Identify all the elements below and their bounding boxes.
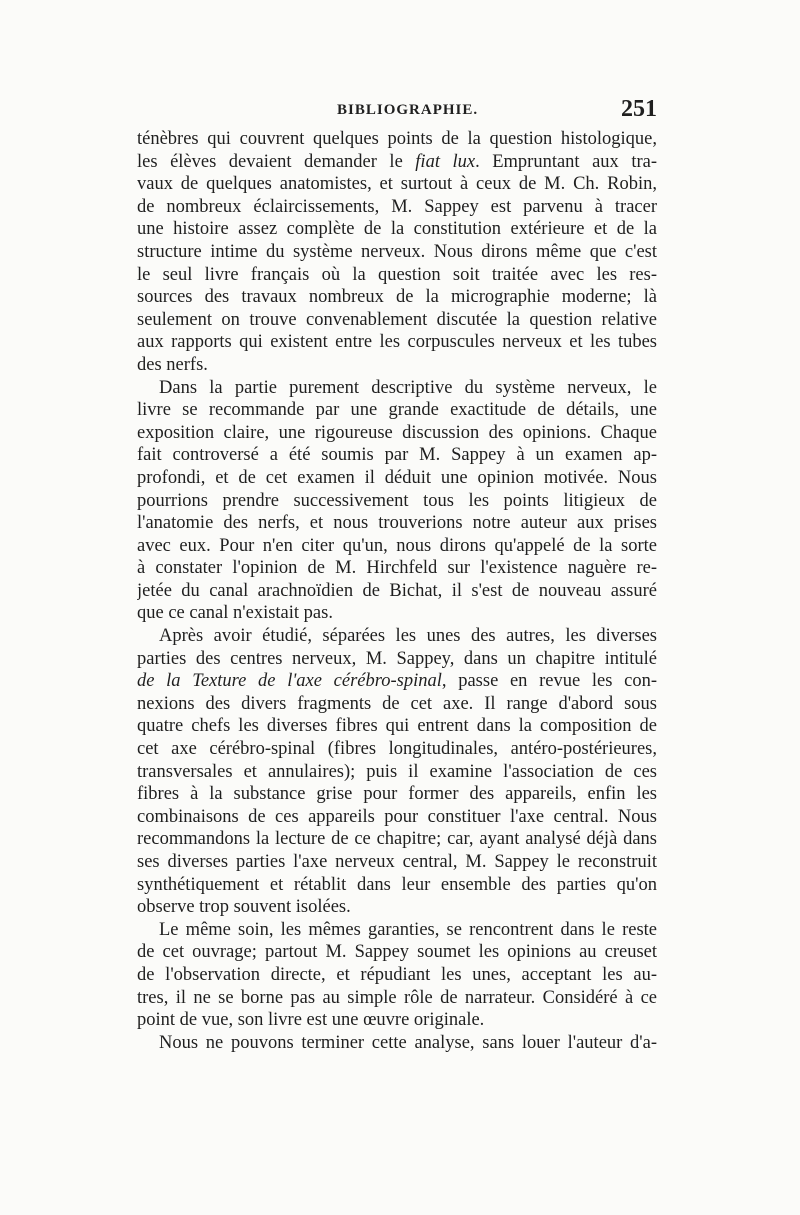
text-line xyxy=(137,987,657,1010)
text-segment: fait controversé a été soumis par M. Sappey à un examen ap- xyxy=(137,445,657,466)
text-segment: le seul livre français où la question soit traitée avec les res- xyxy=(137,264,657,285)
body-text xyxy=(137,128,657,1054)
text-segment: recommandons la lecture de ce chapitre; car, ayant analysé déjà dans xyxy=(137,829,657,850)
text-line xyxy=(137,173,657,196)
text-line xyxy=(137,467,657,490)
text-line xyxy=(137,693,657,716)
text-segment: des nerfs. xyxy=(137,354,208,375)
text-segment: une histoire assez complète de la constitution extérieure et de la xyxy=(137,219,657,240)
text-line xyxy=(137,1009,657,1032)
text-segment: structure intime du système nerveux. Nous dirons même que c'est xyxy=(137,241,657,262)
text-segment: nexions des divers fragments de cet axe. Il range d'abord sous xyxy=(137,693,657,714)
text-line xyxy=(137,151,657,174)
text-line xyxy=(137,715,657,738)
text-segment: fibres à la substance grise pour former des appareils, enfin les xyxy=(137,784,657,805)
text-line xyxy=(137,512,657,535)
text-line xyxy=(137,377,657,400)
text-line xyxy=(137,738,657,761)
running-head xyxy=(137,96,657,126)
text-line xyxy=(137,128,657,151)
text-line xyxy=(137,444,657,467)
text-segment: transversales et annulaires); puis il examine l'association de ces xyxy=(137,761,657,782)
text-segment: profondi, et de cet examen il déduit une opinion motivée. Nous xyxy=(137,467,657,488)
text-segment: Nous ne pouvons terminer cette analyse, sans louer l'auteur d'a- xyxy=(159,1032,657,1053)
text-line xyxy=(137,286,657,309)
text-segment: ténèbres qui couvrent quelques points de la question histologique, xyxy=(137,129,657,149)
text-segment: parties des centres nerveux, M. Sappey, dans un chapitre intitulé xyxy=(137,648,657,669)
text-line xyxy=(137,557,657,580)
text-segment: synthétiquement et rétablit dans leur ensemble des parties qu'on xyxy=(137,874,657,895)
text-segment: observe trop souvent isolées. xyxy=(137,897,351,918)
text-line xyxy=(137,309,657,332)
text-line xyxy=(137,783,657,806)
italic-text-segment: de la Texture de l'axe cérébro-spinal xyxy=(137,671,442,692)
text-line xyxy=(137,761,657,784)
text-segment: pourrions prendre successivement tous les points litigieux de xyxy=(137,490,657,511)
text-line xyxy=(137,218,657,241)
text-segment: . Empruntant aux tra- xyxy=(475,151,657,172)
text-line xyxy=(137,264,657,287)
text-line xyxy=(137,896,657,919)
text-segment: Dans la partie purement descriptive du système nerveux, le xyxy=(159,377,657,398)
text-segment: combinaisons de ces appareils pour constituer l'axe central. Nous xyxy=(137,806,657,827)
text-segment: ses diverses parties l'axe nerveux central, M. Sappey le reconstruit xyxy=(137,852,657,872)
text-line xyxy=(137,422,657,445)
text-segment: exposition claire, une rigoureuse discussion des opinions. Chaque xyxy=(137,422,657,443)
page-number: 251 xyxy=(621,96,657,122)
text-segment: , passe en revue les con- xyxy=(441,671,657,692)
text-line xyxy=(137,1032,657,1055)
text-line xyxy=(137,648,657,671)
text-segment: de nombreux éclaircissements, M. Sappey est parvenu à tracer xyxy=(137,196,657,217)
text-line xyxy=(137,806,657,829)
text-line xyxy=(137,580,657,603)
text-segment: Après avoir étudié, séparées les unes des autres, les diverses xyxy=(159,626,657,647)
text-line xyxy=(137,535,657,558)
text-segment: aux rapports qui existent entre les corpuscules nerveux et les tubes xyxy=(137,332,657,353)
text-line xyxy=(137,941,657,964)
text-line xyxy=(137,828,657,851)
italic-text-segment: fiat lux xyxy=(415,151,476,172)
text-segment: de cet ouvrage; partout M. Sappey soumet les opinions au creuset xyxy=(137,942,657,963)
text-line xyxy=(137,874,657,897)
text-segment: vaux de quelques anatomistes, et surtout à ceux de M. Ch. Robin, xyxy=(137,174,657,195)
text-segment: que ce canal n'existait pas. xyxy=(137,603,333,624)
text-segment: point de vue, son livre est une œuvre originale. xyxy=(137,1010,485,1031)
text-line xyxy=(137,241,657,264)
text-segment: avec eux. Pour n'en citer qu'un, nous dirons qu'appelé de la sorte xyxy=(137,535,657,556)
text-segment: sources des travaux nombreux de la micrographie moderne; là xyxy=(137,287,657,308)
text-line xyxy=(137,670,657,693)
text-segment: de l'observation directe, et répudiant les unes, acceptant les au- xyxy=(137,964,657,985)
text-segment: l'anatomie des nerfs, et nous trouverions notre auteur aux prises xyxy=(137,513,657,534)
text-segment: tres, il ne se borne pas au simple rôle de narrateur. Considéré à ce xyxy=(137,987,657,1008)
text-segment: livre se recommande par une grande exactitude de détails, une xyxy=(137,400,657,421)
text-segment: Le même soin, les mêmes garanties, se rencontrent dans le reste xyxy=(159,919,657,940)
text-line xyxy=(137,196,657,219)
text-segment: cet axe cérébro-spinal (fibres longitudinales, antéro-postérieures, xyxy=(137,739,657,760)
text-line xyxy=(137,602,657,625)
text-segment: jetée du canal arachnoïdien de Bichat, il s'est de nouveau assuré xyxy=(137,580,657,601)
text-segment: quatre chefs les diverses fibres qui entrent dans la composition de xyxy=(137,716,657,737)
text-line xyxy=(137,919,657,942)
text-line xyxy=(137,331,657,354)
text-line xyxy=(137,354,657,377)
text-line xyxy=(137,625,657,648)
text-segment: à constater l'opinion de M. Hirchfeld sur l'existence naguère re- xyxy=(137,558,657,579)
running-head-title: BIBLIOGRAPHIE. xyxy=(337,102,479,118)
text-segment: les élèves devaient demander le xyxy=(137,151,416,172)
text-line xyxy=(137,964,657,987)
text-segment: seulement on trouve convenablement discutée la question relative xyxy=(137,309,657,330)
text-line xyxy=(137,851,657,874)
text-line xyxy=(137,490,657,513)
text-line xyxy=(137,399,657,422)
